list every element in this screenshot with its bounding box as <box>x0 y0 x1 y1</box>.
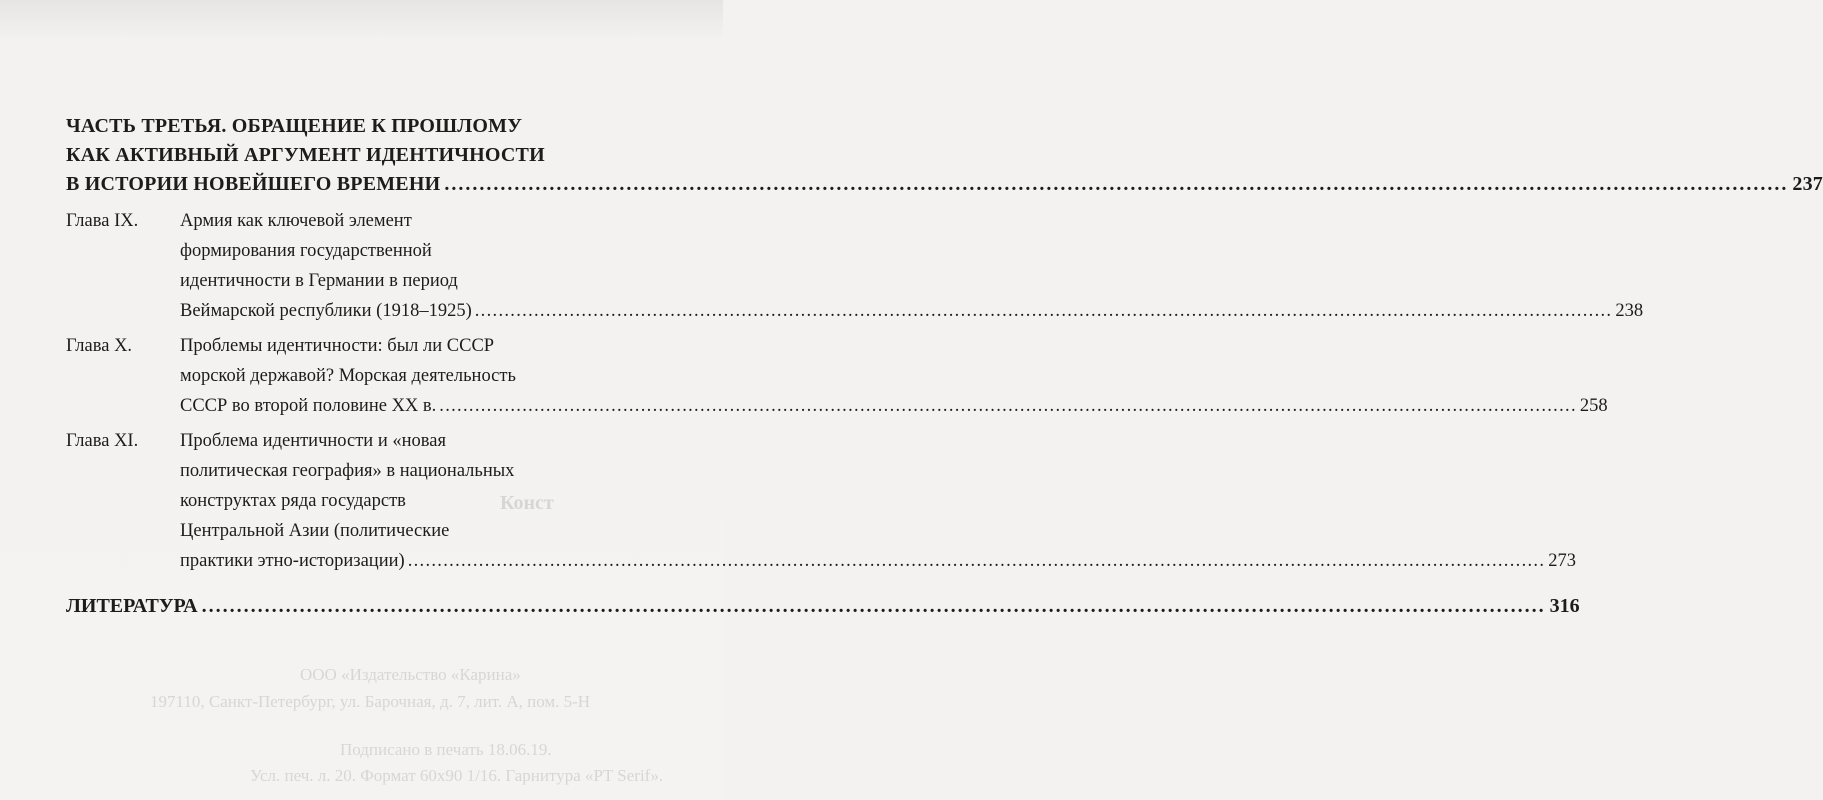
toc-entry-chapter-11 <box>66 426 1577 576</box>
chapter-title-line: Проблемы идентичности: был ли СССР <box>180 336 495 356</box>
page-number: 316 <box>1549 595 1580 617</box>
page-number: 238 <box>1615 301 1644 321</box>
literature-label: ЛИТЕРАТУРА <box>66 595 198 617</box>
part-title-line: КАК АКТИВНЫЙ АРГУМЕНТ ИДЕНТИЧНОСТИ <box>66 144 545 166</box>
show-through-line: 197110, Санкт-Петербург, ул. Барочная, д. 7, лит. А, пом. 5-Н <box>150 692 591 711</box>
chapter-label: Глава X. <box>66 336 133 356</box>
chapter-title-line: практики этно-историзации) <box>180 551 405 571</box>
chapter-title-line: Армия как ключевой элемент <box>180 211 412 231</box>
chapter-title <box>180 206 1643 326</box>
dot-leader <box>202 591 1546 621</box>
chapter-title-last-line <box>180 546 1576 576</box>
chapter-title-line: Веймарской республики (1918–1925) <box>180 301 472 321</box>
chapter-title-line: морской державой? Морская деятельность <box>180 366 516 386</box>
chapter-label: Глава IX. <box>66 211 139 231</box>
part-title-line: В ИСТОРИИ НОВЕЙШЕГО ВРЕМЕНИ <box>66 173 441 195</box>
page-number: 273 <box>1548 551 1577 571</box>
chapter-title-line: формирования государственной <box>180 241 432 261</box>
chapter-label: Глава XI. <box>66 431 139 451</box>
show-through-line: Усл. печ. л. 20. Формат 60x90 1/16. Гарнитура «PT Serif». <box>250 766 664 785</box>
chapter-title-line: СССР во второй половине XX в. <box>180 396 437 416</box>
dot-leader <box>444 170 1788 199</box>
chapter-title-line: идентичности в Германии в период <box>180 271 458 291</box>
chapter-title <box>180 426 1576 576</box>
chapter-title-last-line <box>180 296 1643 326</box>
chapter-title-line: конструктах ряда государств <box>180 491 406 511</box>
chapter-title-line: Проблема идентичности и «новая <box>180 431 446 451</box>
part-title-line: ЧАСТЬ ТРЕТЬЯ. ОБРАЩЕНИЕ К ПРОШЛОМУ <box>66 115 523 137</box>
chapter-title-line: Центральной Азии (политические <box>180 521 450 541</box>
toc-entry-chapter-9 <box>66 206 1644 326</box>
show-through-line: ООО «Издательство «Карина» <box>300 665 521 684</box>
part-three-heading <box>66 112 1823 199</box>
page-number: 237 <box>1792 173 1823 195</box>
dot-leader <box>439 391 1577 421</box>
show-through-line: Конст <box>500 492 554 514</box>
show-through-line: Подписано в печать 18.06.19. <box>340 740 552 759</box>
dot-leader <box>475 296 1613 326</box>
toc-entry-chapter-10 <box>66 331 1608 421</box>
table-of-contents <box>66 112 1823 621</box>
chapter-title-line: политическая география» в национальных <box>180 461 515 481</box>
dot-leader <box>408 546 1546 576</box>
page-number: 258 <box>1579 396 1608 416</box>
part-title-last-line <box>66 170 1823 199</box>
chapter-title-last-line <box>180 391 1608 421</box>
chapter-title <box>180 331 1608 421</box>
toc-entry-literature <box>66 591 1580 621</box>
